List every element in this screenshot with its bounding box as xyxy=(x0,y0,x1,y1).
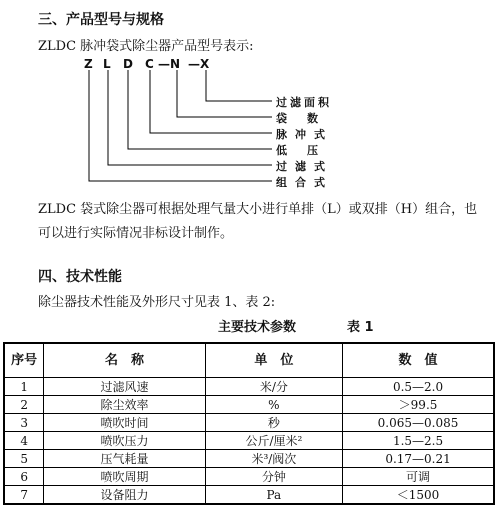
table-number: 表 1 xyxy=(347,320,374,335)
section-4-title: 四、技术性能 xyxy=(38,269,122,285)
cell-value: 0.065—0.085 xyxy=(343,414,494,432)
cell-no: 7 xyxy=(4,486,44,505)
code-letter-x: —X xyxy=(188,57,210,71)
cell-value: 1.5—2.5 xyxy=(343,432,494,450)
table-row xyxy=(4,450,494,468)
cell-name: 过滤风速 xyxy=(44,378,205,396)
cell-no: 2 xyxy=(4,396,44,414)
table-row xyxy=(4,378,494,396)
section-3-intro: ZLDC 脉冲袋式除尘器产品型号表示: xyxy=(38,39,254,54)
cell-unit: 公斤/厘米² xyxy=(205,432,342,450)
cell-name: 喷吹时间 xyxy=(44,414,205,432)
cell-name: 设备阻力 xyxy=(44,486,205,505)
cell-name: 压气耗量 xyxy=(44,450,205,468)
cell-unit: Pa xyxy=(205,486,342,505)
table-row xyxy=(4,414,494,432)
table-header-row xyxy=(4,343,494,378)
cell-unit: 秒 xyxy=(205,414,342,432)
table-row xyxy=(4,486,494,505)
label-pulse-type: 脉冲式 xyxy=(276,128,333,141)
table-row xyxy=(4,468,494,486)
cell-no: 6 xyxy=(4,468,44,486)
label-low-pressure: 低压 xyxy=(276,144,338,157)
table-caption: 主要技术参数 xyxy=(218,320,297,335)
cell-value: ＜1500 xyxy=(343,486,494,505)
cell-no: 3 xyxy=(4,414,44,432)
technical-parameters-table xyxy=(3,342,495,505)
header-unit: 单 位 xyxy=(205,343,342,378)
section-3-title: 三、产品型号与规格 xyxy=(38,12,164,28)
cell-value: ＞99.5 xyxy=(343,396,494,414)
code-letter-c: C xyxy=(145,57,154,71)
code-letter-z: Z xyxy=(84,57,93,71)
header-no: 序号 xyxy=(4,343,44,378)
cell-name: 喷吹压力 xyxy=(44,432,205,450)
cell-no: 1 xyxy=(4,378,44,396)
cell-name: 喷吹周期 xyxy=(44,468,205,486)
header-value: 数 值 xyxy=(343,343,494,378)
cell-no: 4 xyxy=(4,432,44,450)
cell-unit: 分钟 xyxy=(205,468,342,486)
line-x xyxy=(206,70,272,101)
cell-unit: 米³/阀次 xyxy=(205,450,342,468)
section-4-intro: 除尘器技术性能及外形尺寸见表 1、表 2: xyxy=(38,295,276,310)
header-name: 名 称 xyxy=(44,343,205,378)
cell-no: 5 xyxy=(4,450,44,468)
cell-value: 可调 xyxy=(343,468,494,486)
table-row xyxy=(4,396,494,414)
model-code-diagram xyxy=(0,0,500,200)
code-letter-l: L xyxy=(103,57,111,71)
label-combined-type: 组合式 xyxy=(276,176,333,189)
label-bag-count: 袋数 xyxy=(276,112,338,125)
table-row xyxy=(4,432,494,450)
section-3-paragraph-line-2: 可以进行实际情况非标设计制作。 xyxy=(38,226,234,241)
label-filter-area: 过滤面积 xyxy=(276,96,332,109)
line-n xyxy=(177,70,272,117)
cell-unit: % xyxy=(205,396,342,414)
cell-name: 除尘效率 xyxy=(44,396,205,414)
cell-value: 0.5—2.0 xyxy=(343,378,494,396)
section-3-paragraph-line-1: ZLDC 袋式除尘器可根据处理气量大小进行单排（L）或双排（H）组合，也 xyxy=(38,202,478,217)
label-filter-type: 过滤式 xyxy=(276,160,333,173)
line-z xyxy=(89,70,272,181)
code-letter-n: —N xyxy=(158,57,181,71)
cell-value: 0.17—0.21 xyxy=(343,450,494,468)
cell-unit: 米/分 xyxy=(205,378,342,396)
code-letter-d: D xyxy=(123,57,133,71)
